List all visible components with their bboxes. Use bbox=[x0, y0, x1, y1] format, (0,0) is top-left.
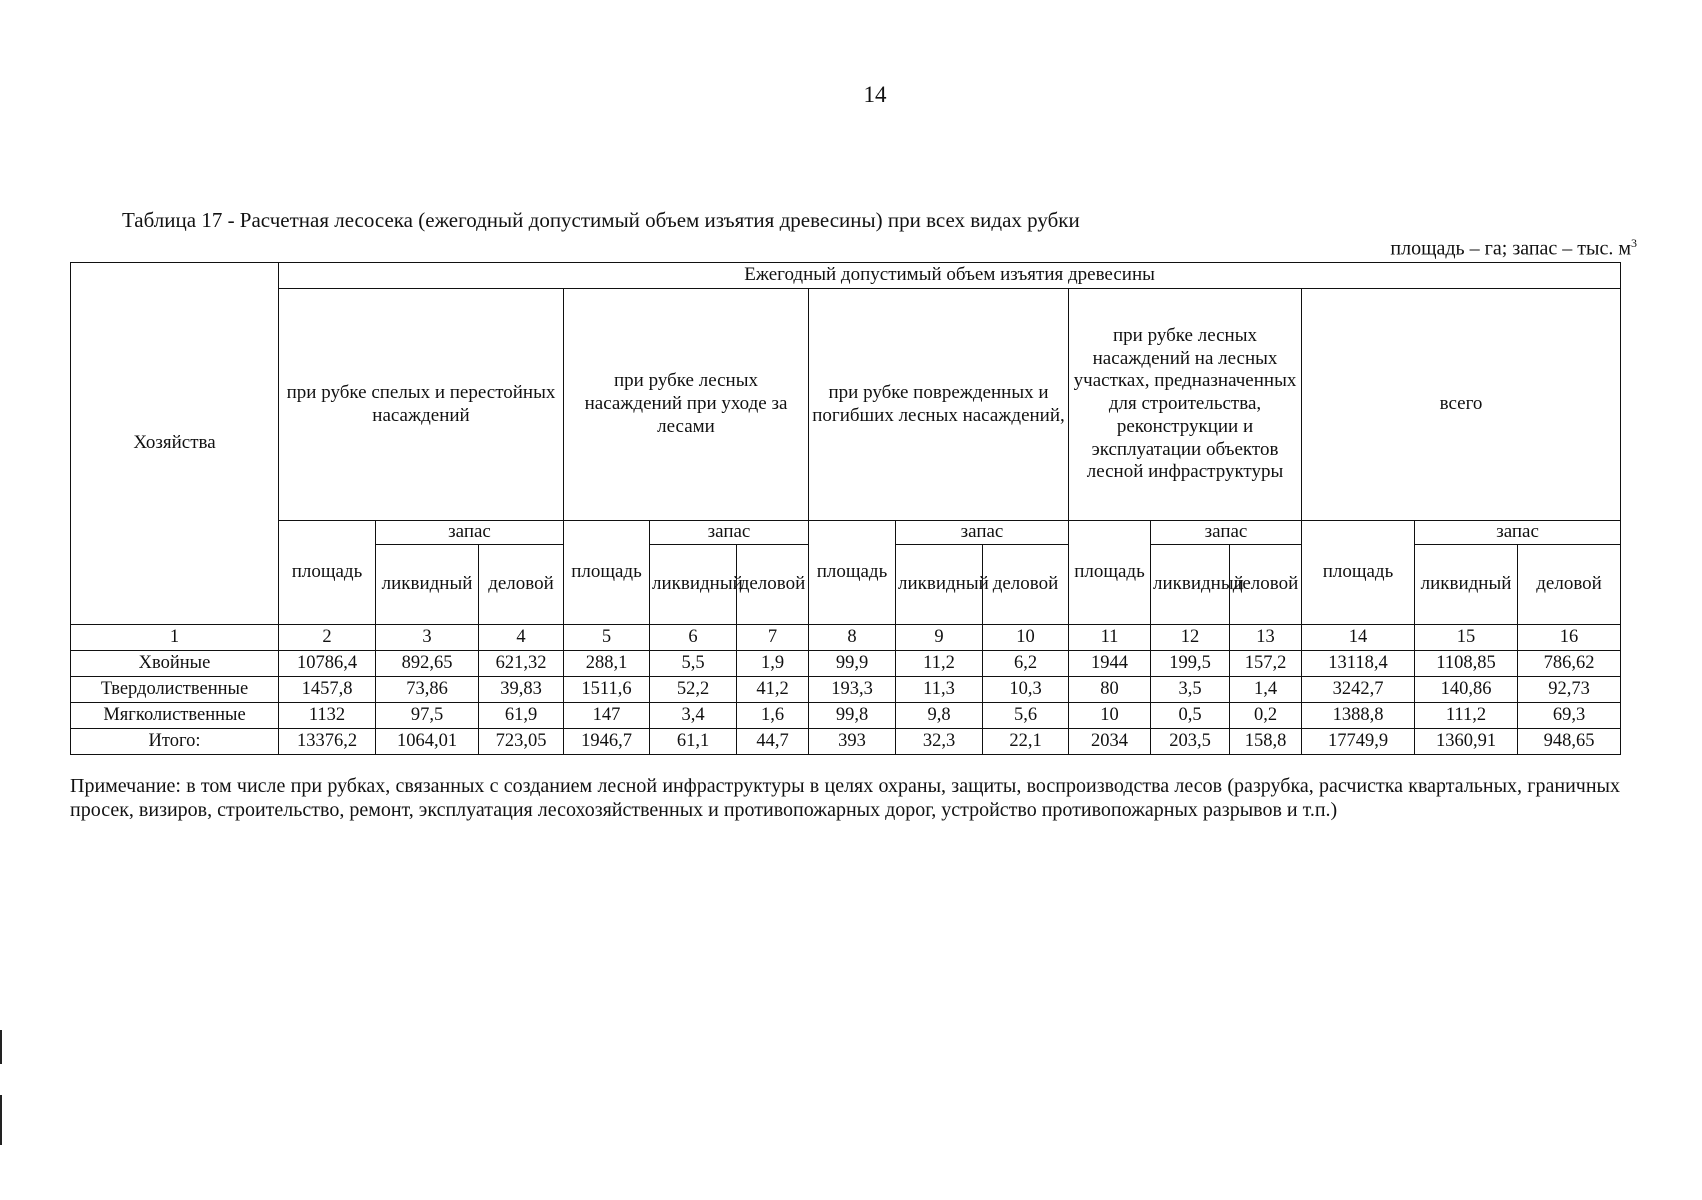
table-cell: 92,73 bbox=[1518, 677, 1621, 703]
table-cell: 3,5 bbox=[1151, 677, 1230, 703]
units-note bbox=[1390, 236, 1637, 261]
group-header: всего bbox=[1302, 289, 1621, 521]
table-cell: 69,3 bbox=[1518, 703, 1621, 729]
table-row-hardwood bbox=[71, 677, 1621, 703]
column-number: 1 bbox=[71, 625, 279, 651]
table-cell: 1388,8 bbox=[1302, 703, 1415, 729]
table-cell: 3,4 bbox=[650, 703, 737, 729]
table-cell: 41,2 bbox=[737, 677, 809, 703]
page-number: 14 bbox=[863, 82, 887, 107]
table-cell: 13376,2 bbox=[279, 729, 376, 755]
column-number: 15 bbox=[1415, 625, 1518, 651]
table-cell: 158,8 bbox=[1230, 729, 1302, 755]
table-cell: 0,5 bbox=[1151, 703, 1230, 729]
table-cell: 157,2 bbox=[1230, 651, 1302, 677]
table-cell: 39,83 bbox=[479, 677, 564, 703]
table-cell: 99,9 bbox=[809, 651, 896, 677]
sub-header: ликвидный bbox=[650, 545, 737, 625]
column-number: 8 bbox=[809, 625, 896, 651]
table-cell: 13118,4 bbox=[1302, 651, 1415, 677]
table-cell: 10 bbox=[1069, 703, 1151, 729]
sub-header: ликвидный bbox=[1415, 545, 1518, 625]
table-cell: 73,86 bbox=[376, 677, 479, 703]
table-cell: 3242,7 bbox=[1302, 677, 1415, 703]
sub-header: площадь bbox=[1302, 521, 1415, 625]
column-number: 3 bbox=[376, 625, 479, 651]
zapas-header: запас bbox=[896, 521, 1069, 545]
row-name: Мягколиственные bbox=[71, 703, 279, 729]
row-name: Итого: bbox=[71, 729, 279, 755]
table-cell: 621,32 bbox=[479, 651, 564, 677]
column-number: 16 bbox=[1518, 625, 1621, 651]
table-cell: 10786,4 bbox=[279, 651, 376, 677]
table-cell: 5,6 bbox=[983, 703, 1069, 729]
column-numbers-row bbox=[71, 625, 1621, 651]
units-text: площадь – га; запас – тыс. м bbox=[1390, 237, 1631, 260]
sub-header: площадь bbox=[1069, 521, 1151, 625]
sub-header: деловой bbox=[1230, 545, 1302, 625]
column-number: 4 bbox=[479, 625, 564, 651]
table-row-softwood bbox=[71, 703, 1621, 729]
sub-header: площадь bbox=[564, 521, 650, 625]
table-cell: 61,9 bbox=[479, 703, 564, 729]
sub-header: площадь bbox=[279, 521, 376, 625]
table-cell: 288,1 bbox=[564, 651, 650, 677]
table-cell: 9,8 bbox=[896, 703, 983, 729]
table-cell: 1108,85 bbox=[1415, 651, 1518, 677]
table-cell: 52,2 bbox=[650, 677, 737, 703]
units-superscript: 3 bbox=[1631, 236, 1637, 250]
table-cell: 32,3 bbox=[896, 729, 983, 755]
sub-header: деловой bbox=[479, 545, 564, 625]
table-cell: 97,5 bbox=[376, 703, 479, 729]
table-cell: 723,05 bbox=[479, 729, 564, 755]
sub-header: площадь bbox=[809, 521, 896, 625]
harvest-table bbox=[70, 262, 1621, 755]
table-cell: 1457,8 bbox=[279, 677, 376, 703]
header-row-top bbox=[71, 263, 1621, 289]
group-header: при рубке лесных насаждений при уходе за лесами bbox=[564, 289, 809, 521]
column-number: 10 bbox=[983, 625, 1069, 651]
table-cell: 393 bbox=[809, 729, 896, 755]
column-number: 13 bbox=[1230, 625, 1302, 651]
sub-header: деловой bbox=[983, 545, 1069, 625]
column-number: 12 bbox=[1151, 625, 1230, 651]
group-header: при рубке спелых и перестойных насаждений bbox=[279, 289, 564, 521]
sub-header: деловой bbox=[1518, 545, 1621, 625]
table-cell: 193,3 bbox=[809, 677, 896, 703]
table-cell: 1946,7 bbox=[564, 729, 650, 755]
table-row-total bbox=[71, 729, 1621, 755]
footnote: Примечание: в том числе при рубках, связанных с созданием лесной инфраструктуры в целях охраны, защиты, воспроизводства лесов (разрубка, расчистка квартальных, граничных просек, визиров, строительство, ремонт, эксплуатация лесохозяйственных и противопожарных дорог, устройство противопожарных разрывов и т.п.) bbox=[70, 775, 1620, 821]
table-cell: 199,5 bbox=[1151, 651, 1230, 677]
row-header: Хозяйства bbox=[71, 263, 279, 625]
header-row-zapas bbox=[71, 521, 1621, 545]
table-cell: 0,2 bbox=[1230, 703, 1302, 729]
table-cell: 203,5 bbox=[1151, 729, 1230, 755]
row-name: Твердолиственные bbox=[71, 677, 279, 703]
table-cell: 1511,6 bbox=[564, 677, 650, 703]
zapas-header: запас bbox=[1415, 521, 1621, 545]
column-number: 5 bbox=[564, 625, 650, 651]
table-cell: 10,3 bbox=[983, 677, 1069, 703]
table-cell: 44,7 bbox=[737, 729, 809, 755]
table-cell: 6,2 bbox=[983, 651, 1069, 677]
table-cell: 61,1 bbox=[650, 729, 737, 755]
table-cell: 11,3 bbox=[896, 677, 983, 703]
group-header: при рубке поврежденных и погибших лесных насаждений, bbox=[809, 289, 1069, 521]
table-cell: 786,62 bbox=[1518, 651, 1621, 677]
group-header: при рубке лесных насаждений на лесных участках, предназначенных для строительства, реконструкции и эксплуатации объектов лесной инфраструктуры bbox=[1069, 289, 1302, 521]
table-cell: 892,65 bbox=[376, 651, 479, 677]
table-cell: 1360,91 bbox=[1415, 729, 1518, 755]
table-cell: 1132 bbox=[279, 703, 376, 729]
column-number: 6 bbox=[650, 625, 737, 651]
zapas-header: запас bbox=[650, 521, 809, 545]
table-cell: 11,2 bbox=[896, 651, 983, 677]
header-row-groups bbox=[71, 289, 1621, 521]
table-cell: 948,65 bbox=[1518, 729, 1621, 755]
top-header: Ежегодный допустимый объем изъятия древесины bbox=[279, 263, 1621, 289]
table-caption: Таблица 17 - Расчетная лесосека (ежегодный допустимый объем изъятия древесины) при всех видах рубки bbox=[122, 208, 1080, 232]
sub-header: деловой bbox=[737, 545, 809, 625]
table-cell: 147 bbox=[564, 703, 650, 729]
sub-header: ликвидный bbox=[896, 545, 983, 625]
table-cell: 22,1 bbox=[983, 729, 1069, 755]
zapas-header: запас bbox=[1151, 521, 1302, 545]
column-number: 14 bbox=[1302, 625, 1415, 651]
table-row-conifers bbox=[71, 651, 1621, 677]
scan-mark bbox=[0, 1095, 2, 1145]
table-cell: 1944 bbox=[1069, 651, 1151, 677]
table-cell: 99,8 bbox=[809, 703, 896, 729]
sub-header: ликвидный bbox=[376, 545, 479, 625]
column-number: 7 bbox=[737, 625, 809, 651]
sub-header: ликвидный bbox=[1151, 545, 1230, 625]
table-cell: 140,86 bbox=[1415, 677, 1518, 703]
table-cell: 1,4 bbox=[1230, 677, 1302, 703]
table-cell: 1064,01 bbox=[376, 729, 479, 755]
table-cell: 111,2 bbox=[1415, 703, 1518, 729]
column-number: 9 bbox=[896, 625, 983, 651]
scan-mark bbox=[0, 1030, 2, 1064]
table-cell: 17749,9 bbox=[1302, 729, 1415, 755]
table-cell: 80 bbox=[1069, 677, 1151, 703]
zapas-header: запас bbox=[376, 521, 564, 545]
row-name: Хвойные bbox=[71, 651, 279, 677]
table-cell: 1,6 bbox=[737, 703, 809, 729]
table-cell: 1,9 bbox=[737, 651, 809, 677]
column-number: 2 bbox=[279, 625, 376, 651]
table-cell: 5,5 bbox=[650, 651, 737, 677]
column-number: 11 bbox=[1069, 625, 1151, 651]
table-cell: 2034 bbox=[1069, 729, 1151, 755]
